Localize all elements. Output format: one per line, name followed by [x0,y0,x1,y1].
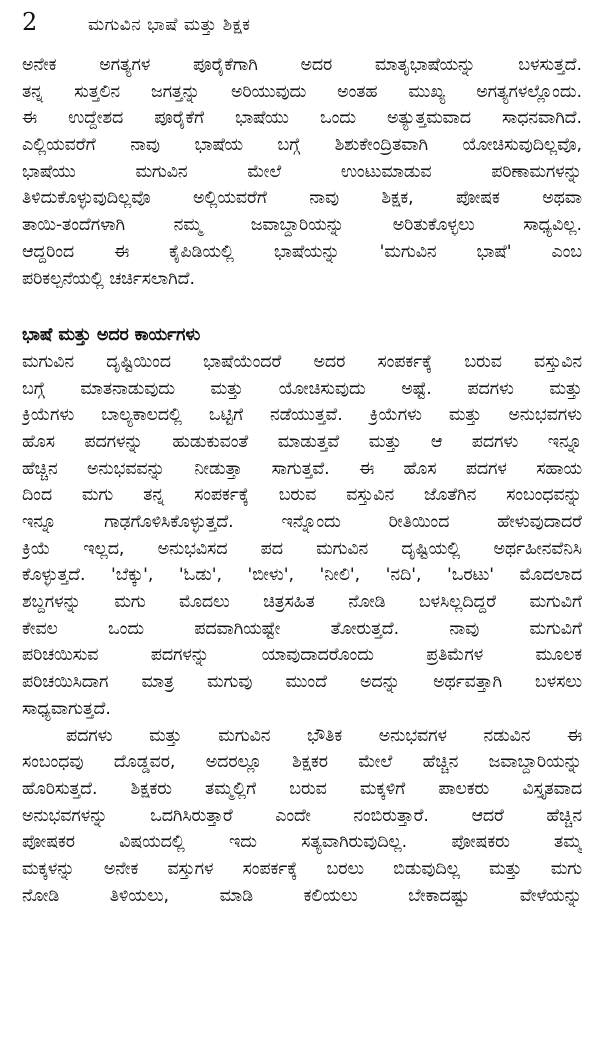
text-line: ಪೋಷಕರ ವಿಷಯದಲ್ಲಿ ಇದು ಸತ್ಯವಾಗಿರುವುದಿಲ್ಲ. ಪೋಷಕರು ತಮ್ಮ [22,832,582,853]
text-line: ಕ್ರಿಯೆ ಇಲ್ಲದ, ಅನುಭವಿಸದ ಪದ ಮಗುವಿನ ದೃಷ್ಟಿಯಲ್ಲಿ ಅರ್ಥಹೀನವೆನಿಸಿ [22,538,582,559]
text-line: ಹೊಸ ಪದಗಳನ್ನು ಹುಡುಕುವಂತೆ ಮಾಡುತ್ತವೆ ಮತ್ತು ಆ ಪದಗಳು ಇನ್ನೂ [22,431,582,452]
text-line: ಮಗುವಿನ ದೃಷ್ಟಿಯಿಂದ ಭಾಷೆಯೆಂದರೆ ಅದರ ಸಂಪರ್ಕಕ್ಕೆ ಬರುವ ವಸ್ತುವಿನ [22,351,582,372]
section-spacer [22,292,582,318]
text-line: ಪದಗಳು ಮತ್ತು ಮಗುವಿನ ಭೌತಿಕ ಅನುಭವಗಳ ನಡುವಿನ ಈ [66,725,582,746]
text-line: ಕ್ರಿಯೆಗಳು ಬಾಲ್ಯಕಾಲದಲ್ಲಿ ಒಟ್ಟಿಗೆ ನಡೆಯುತ್ತವೆ. ಕ್ರಿಯೆಗಳು ಮತ್ತು ಅನುಭವಗಳು [22,405,582,426]
text-line: ಹೊರಿಸುತ್ತದೆ. ಶಿಕ್ಷಕರು ತಮ್ಮಲ್ಲಿಗೆ ಬರುವ ಮಕ್ಕಳಿಗೆ ಪಾಲಕರು ವಿಸ್ತೃತವಾದ [22,778,582,799]
text-line: ಅನೇಕ ಅಗತ್ಯಗಳ ಪೂರೈಕೆಗಾಗಿ ಅದರ ಮಾತೃಭಾಷೆಯನ್ನು ಬಳಸುತ್ತದೆ. [22,55,582,75]
text-line: ಅನುಭವಗಳನ್ನು ಒದಗಿಸಿರುತ್ತಾರೆ ಎಂದೇ ನಂಬಿರುತ್ತಾರೆ. ಆದರೆ ಹೆಚ್ಚಿನ [22,805,582,826]
text-line: ಆದ್ದರಿಂದ ಈ ಕೈಪಿಡಿಯಲ್ಲಿ ಭಾಷೆಯನ್ನು 'ಮಗುವಿನ ಭಾಷೆ' ಎಂಬ [22,241,582,262]
section-heading: ಭಾಷೆ ಮತ್ತು ಅದರ ಕಾರ್ಯಗಳು [22,325,201,346]
text-line: ಎಲ್ಲಿಯವರೆಗೆ ನಾವು ಭಾಷೆಯ ಬಗ್ಗೆ ಶಿಶುಕೇಂದ್ರಿತವಾಗಿ ಯೋಚಿಸುವುದಿಲ್ಲವೊ, [22,135,582,156]
text-line: ಮಕ್ಕಳನ್ನು ಅನೇಕ ವಸ್ತುಗಳ ಸಂಪರ್ಕಕ್ಕೆ ಬರಲು ಬಿಡುವುದಿಲ್ಲ ಮತ್ತು ಮಗು [22,858,582,879]
text-line: ಕೊಳ್ಳುತ್ತದೆ. 'ಬೆಕ್ಕು', 'ಓಡು', 'ಬೀಳು', 'ನೀಲಿ', 'ನದಿ', 'ಒರಟು' ಮೊದಲಾದ [22,565,582,586]
text-line: ಪರಿಕಲ್ಪನೆಯಲ್ಲಿ ಚರ್ಚಿಸಲಾಗಿದೆ. [22,268,195,289]
text-line: ಹೆಚ್ಚಿನ ಅನುಭವವನ್ನು ನೀಡುತ್ತಾ ಸಾಗುತ್ತವೆ. ಈ ಹೊಸ ಪದಗಳ ಸಹಾಯ [22,458,582,479]
text-line: ಕೇವಲ ಒಂದು ಪದವಾಗಿಯಷ್ಟೇ ತೋರುತ್ತದೆ. ನಾವು ಮಗುವಿಗೆ [22,618,582,639]
text-line: ಈ ಉದ್ದೇಶದ ಪೂರೈಕೆಗೆ ಭಾಷೆಯು ಒಂದು ಅತ್ಯುತ್ತಮವಾದ ಸಾಧನವಾಗಿದೆ. [22,108,582,129]
running-header [22,8,582,52]
text-line: ದಿಂದ ಮಗು ತನ್ನ ಸಂಪರ್ಕಕ್ಕೆ ಬರುವ ವಸ್ತುವಿನ ಜೊತೆಗಿನ ಸಂಬಂಧವನ್ನು [22,485,582,506]
text-line: ತನ್ನ ಸುತ್ತಲಿನ ಜಗತ್ತನ್ನು ಅರಿಯುವುದು ಅಂತಹ ಮುಖ್ಯ ಅಗತ್ಯಗಳಲ್ಲೊಂದು. [22,81,582,102]
text-line: ಪರಿಚಯಿಸುವ ಪದಗಳನ್ನು ಯಾವುದಾದರೊಂದು ಪ್ರತಿಮೆಗಳ ಮೂಲಕ [22,645,582,666]
running-title: ಮಗುವಿನ ಭಾಷೆ ಮತ್ತು ಶಿಕ್ಷಕ [88,15,251,35]
text-line: ಭಾಷೆಯು ಮಗುವಿನ ಮೇಲೆ ಉಂಟುಮಾಡುವ ಪರಿಣಾಮಗಳನ್ನು [22,161,582,182]
text-line: ಸಂಬಂಧವು ದೊಡ್ಡವರ, ಅದರಲ್ಲೂ ಶಿಕ್ಷಕರ ಮೇಲೆ ಹೆಚ್ಚಿನ ಜವಾಬ್ದಾರಿಯನ್ನು [22,752,582,773]
paragraph-2 [22,349,582,723]
text-line: ನೋಡಿ ತಿಳಿಯಲು, ಮಾಡಿ ಕಲಿಯಲು ಬೇಕಾದಷ್ಟು ವೇಳೆಯನ್ನು [22,885,582,906]
text-line: ತಿಳಿದುಕೊಳ್ಳುವುದಿಲ್ಲವೊ ಅಲ್ಲಿಯವರೆಗೆ ನಾವು ಶಿಕ್ಷಕ, ಪೋಷಕ ಅಥವಾ [22,188,582,209]
text-line: ತಾಯಿ-ತಂದೆಗಳಾಗಿ ನಮ್ಮ ಜವಾಬ್ದಾರಿಯನ್ನು ಅರಿತುಕೊಳ್ಳಲು ಸಾಧ್ಯವಿಲ್ಲ. [22,215,582,236]
text-line: ಶಬ್ದಗಳನ್ನು ಮಗು ಮೊದಲು ಚಿತ್ರಸಹಿತ ನೋಡಿ ಬಳಸಿಲ್ಲದಿದ್ದರೆ ಮಗುವಿಗೆ [22,592,582,613]
paragraph-1 [22,52,582,292]
page-number: 2 [22,8,38,36]
text-line: ಸಾಧ್ಯವಾಗುತ್ತದೆ. [22,698,111,719]
paragraph-3 [22,723,582,910]
text-line: ಬಗ್ಗೆ ಮಾತನಾಡುವುದು ಮತ್ತು ಯೋಚಿಸುವುದು ಅಷ್ಟೆ. ಪದಗಳು ಮತ್ತು [22,378,582,399]
text-line: ಪರಿಚಯಿಸಿದಾಗ ಮಾತ್ರ ಮಗುವು ಮುಂದೆ ಅದನ್ನು ಅರ್ಥವತ್ತಾಗಿ ಬಳಸಲು [22,672,582,693]
text-line: ಇನ್ನೂ ಗಾಢಗೊಳಿಸಿಕೊಳ್ಳುತ್ತದೆ. ಇನ್ನೊಂದು ರೀತಿಯಿಂದ ಹೇಳುವುದಾದರೆ [22,512,582,532]
